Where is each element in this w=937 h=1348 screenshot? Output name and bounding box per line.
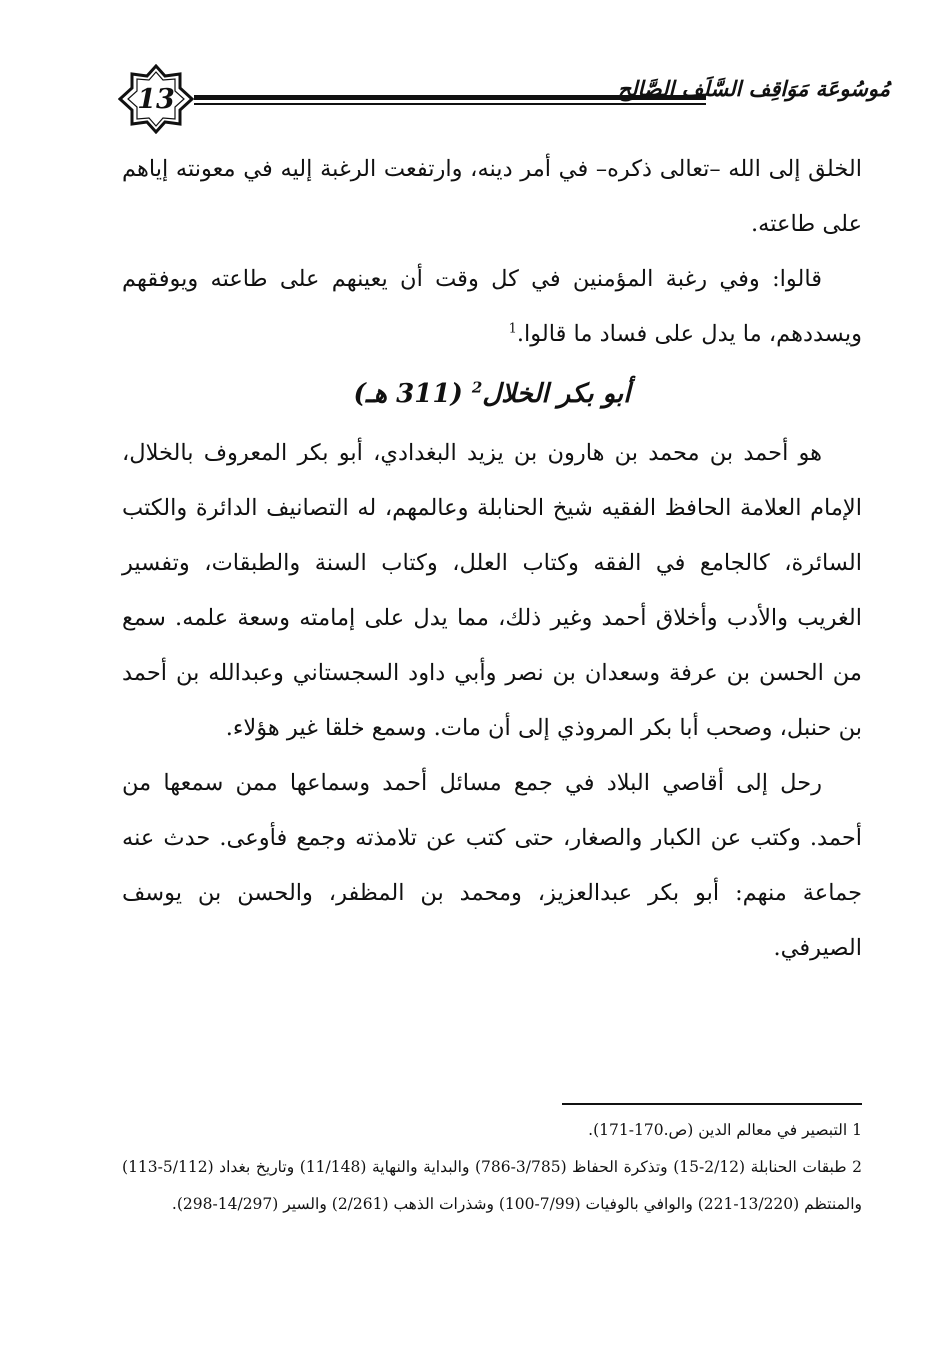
heading-date: (311 هـ) — [353, 379, 463, 409]
paragraph-continuation: الخلق إلى الله –تعالى ذكره– في أمر دينه، وارتفعت الرغبة إليه في معونته إياهم على طاعته. — [122, 156, 862, 237]
main-text — [122, 142, 862, 976]
page-header — [110, 62, 890, 132]
page-number-badge — [118, 64, 194, 134]
header-rule-thin — [194, 103, 706, 105]
footnote-1: 1 التبصير في معالم الدين (ص.170-171). — [588, 1121, 862, 1139]
paragraph-biography: هو أحمد بن محمد بن هارون بن يزيد البغدادي، أبو بكر المعروف بالخلال، الإمام العلامة الحافظ الفقيه شيخ الحنابلة وعالمهم، له التصانيف الدائرة والكتب السائرة، كالجامع في الفقه وكتاب العلل، وكتاب السنة والطبقات، وتفسير الغريب والأدب وأخلاق أحمد وغير ذلك، مما يدل على إمامته وسعة علمه. سمع من الحسن بن عرفة وسعدان بن نصر وأبي داود السجستاني وعبدالله بن أحمد بن حنبل، وصحب أبا بكر المروذي إلى أن مات. وسمع خلقا غير هؤلاء. — [122, 440, 862, 741]
series-title: مُوسُوعَة مَوَاقِف السَّلَف الصَّالِح — [617, 76, 890, 101]
footnote-separator — [562, 1103, 862, 1105]
paragraph-travels: رحل إلى أقاصي البلاد في جمع مسائل أحمد وسماعها ممن سمعها من أحمد. وكتب عن الكبار والصغار، حتى كتب عن تلامذته وجمع فأوعى. حدث عنه جماعة منهم: أبو بكر عبدالعزيز، ومحمد بن المظفر، والحسن بن يوسف الصيرفي. — [122, 770, 862, 961]
footnotes — [122, 1112, 862, 1223]
footnote-ref-2: 2 — [471, 378, 483, 397]
paragraph-qalu-text: قالوا: وفي رغبة المؤمنين في كل وقت أن يعينهم على طاعته ويوفقهم ويسددهم، ما يدل على فساد ما قالوا. — [122, 266, 862, 347]
footnote-2: 2 طبقات الحنابلة (2/12-15) وتذكرة الحفاظ (3/785-786) والبداية والنهاية (11/148) وتاريخ بغداد (5/112-113) والمنتظم (13/220-221) والوافي بالوفيات (7/99-100) وشذرات الذهب (2/261) والسير (14/297-298). — [122, 1158, 862, 1213]
section-heading — [122, 362, 862, 426]
footnote-ref-1: 1 — [508, 321, 517, 337]
paragraph-qalu — [122, 252, 862, 362]
heading-name: أبو بكر الخلال — [482, 379, 631, 409]
page-number: 13 — [137, 83, 175, 115]
